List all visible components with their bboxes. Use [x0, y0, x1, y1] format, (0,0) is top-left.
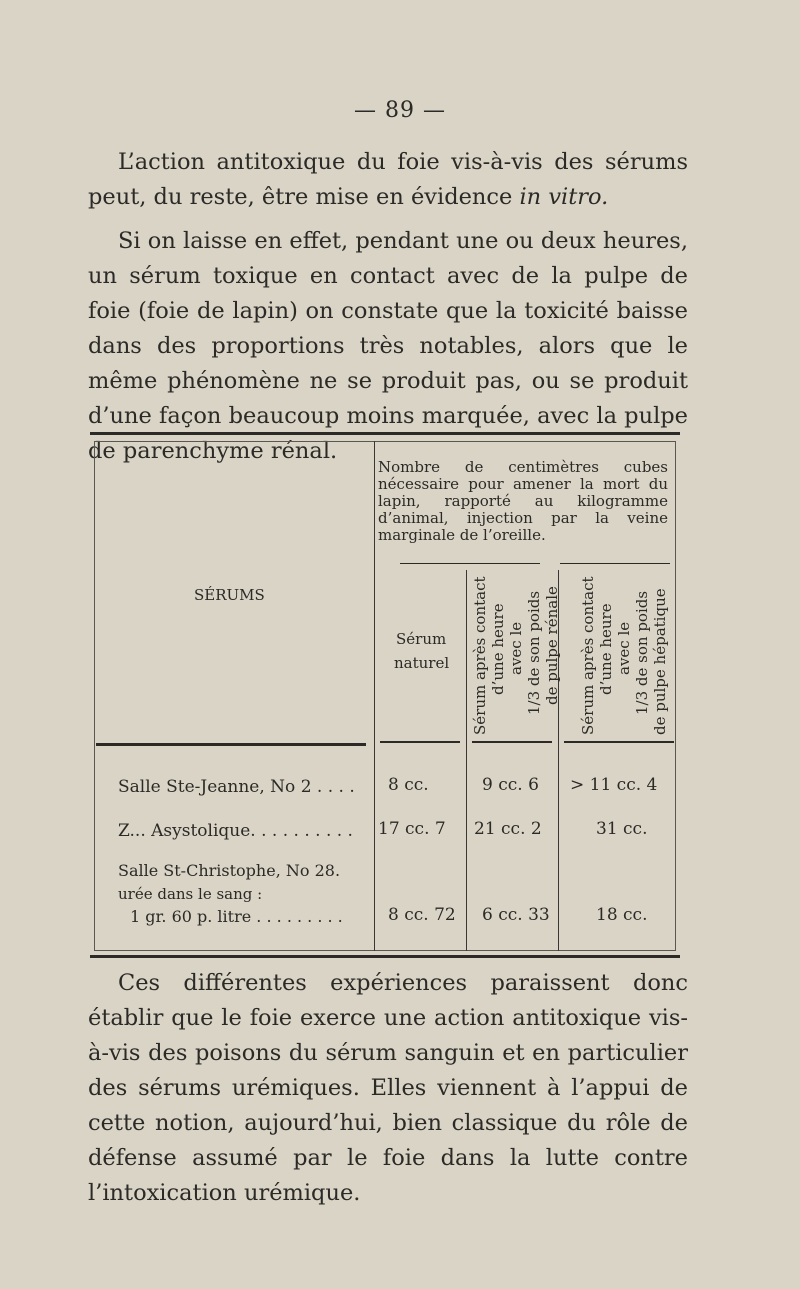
value-hepatic: 18 cc. — [596, 905, 648, 925]
row-label-line3: 1 gr. 60 p. litre . . . . . . . . . — [130, 907, 343, 926]
header-rule-serums — [96, 743, 366, 746]
row-label: Z... Asystolique. . . . . . . . . . — [118, 821, 353, 841]
header-hepatic-line4: 1/3 de son poids — [633, 590, 651, 715]
header-renal-line1: Sérum après contact — [471, 576, 489, 735]
header-hepatic-line3: avec le — [615, 621, 633, 675]
value-renal: 9 cc. 6 — [482, 775, 539, 795]
row-label-line1: Salle St-Christophe, No 28. — [118, 861, 341, 880]
row-label: Salle Ste-Jeanne, No 2 . . . . — [118, 777, 355, 797]
header-renal-line3: avec le — [507, 621, 525, 675]
header-rule-left — [400, 563, 540, 564]
header-natural-line2: naturel — [394, 654, 450, 672]
paragraph-2: Si on laisse en effet, pendant une ou deux heures, un sérum toxique en contact avec de la pulpe de foie (foie de lapin) on constate que la toxicité baisse dans des proportions très notables, alors que le même phénomène ne se produit pas, ou se produit d’une façon beaucoup moins marquée, avec la pulpe de parenchyme rénal. — [88, 228, 688, 464]
paragraph-1 — [88, 145, 688, 215]
paragraph-1-italic: in vitro. — [519, 184, 609, 210]
header-hepatic-line2: d’une heure — [597, 603, 615, 695]
col-divider-natural — [466, 570, 467, 951]
header-description: Nombre de centimètres cubes nécessaire pour amener la mort du lapin, rapporté au kilogramme d’animal, injection par la veine marginale de l’oreille. — [378, 458, 668, 544]
header-hepatic-line1: Sérum après contact — [579, 576, 597, 735]
header-renal-line2: d’une heure — [489, 603, 507, 695]
header-natural-line1: Sérum — [396, 630, 447, 648]
value-renal: 6 cc. 33 — [482, 905, 550, 925]
row-label-line2: urée dans le sang : — [118, 885, 263, 903]
value-natural: 8 cc. 72 — [388, 905, 456, 925]
header-renal-line5: de pulpe rénale — [543, 586, 561, 705]
header-rule-hepatic — [564, 741, 674, 743]
value-natural: 8 cc. — [388, 775, 429, 795]
paragraph-3: Ces différentes expériences paraissent donc établir que le foie exerce une action antitoxique vis-à-vis des poisons du sérum sanguin et en particulier des sérums urémiques. Elles viennent à l’appui de cette notion, aujourd’hui, bien classique du rôle de défense assumé par le foie dans la lutte contre l’intoxication urémique. — [88, 970, 688, 1206]
paragraph-1-text: L’action antitoxique du foie vis-à-vis des sérums peut, du reste, être mise en évidence — [88, 149, 688, 210]
header-hepatic-line5: de pulpe hépatique — [651, 588, 669, 735]
value-hepatic: 31 cc. — [596, 819, 648, 839]
value-natural: 17 cc. 7 — [378, 819, 446, 839]
header-renal-line4: 1/3 de son poids — [525, 590, 543, 715]
value-renal: 21 cc. 2 — [474, 819, 542, 839]
header-rule-natural — [380, 741, 460, 743]
header-serums: SÉRUMS — [194, 586, 265, 604]
page-number: — 89 — — [354, 98, 446, 123]
header-rule-right — [560, 563, 670, 564]
header-rule-renal — [472, 741, 552, 743]
value-hepatic: > 11 cc. 4 — [570, 775, 658, 795]
col-divider-main — [374, 441, 375, 951]
results-table — [90, 432, 680, 958]
